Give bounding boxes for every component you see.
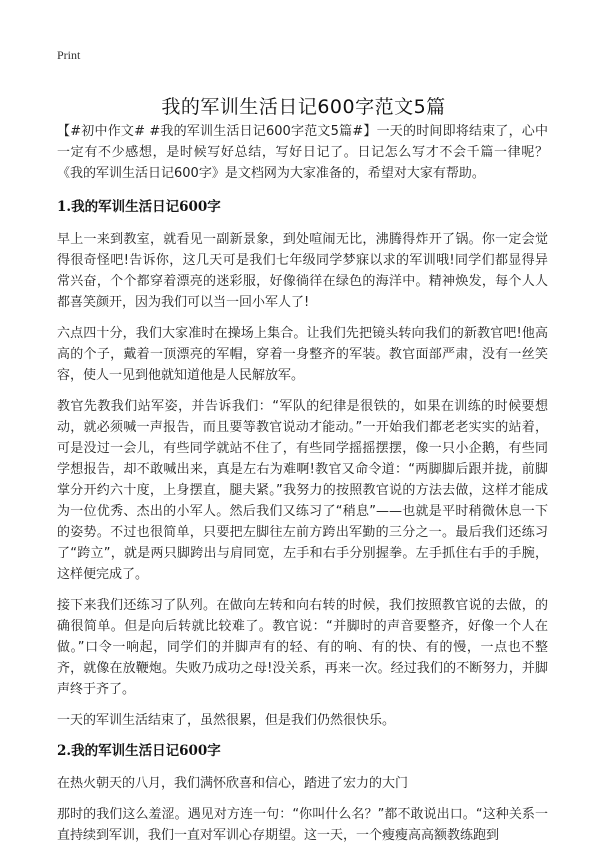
section-1-heading: 1.我的军训生活日记600字: [57, 199, 221, 215]
print-label: Print: [57, 48, 81, 62]
section-1-paragraph-5: 一天的军训生活结束了，虽然很累，但是我们仍然很快乐。: [57, 713, 396, 728]
section-1-paragraph-4: 接下来我们还练习了队列。在做向左转和向右转的时候，我们按照教官说的去做，的确很简单。但是向后转就比较难了。教官说：“并脚时的声音要整齐，好像一个人在做。”口令一响起，同学们的并脚声有的轻、有的响、有的快、有的慢，一点也不整齐，就像在放鞭炮。失败乃成功之母!没关系，再来一次。经过我们的不断努力，并脚声终于齐了。: [57, 598, 548, 697]
section-1-paragraph-1: 早上一来到教室，就看见一副新景象，到处喧闹无比，沸腾得炸开了锅。你一定会觉得很奇怪吧!告诉你，这几天可是我们七年级同学梦寐以求的军训哦!同学们都显得异常兴奋，个个都穿着漂亮的迷彩服，好像徜徉在绿色的海洋中。精神焕发，每个人人都喜笑颜开，因为我们可以当一回小军人了!: [57, 232, 548, 310]
page-title: 我的军训生活日记600字范文5篇: [161, 95, 446, 118]
section-2-paragraph-2: 那时的我们这么羞涩。遇见对方连一句：“你叫什么名？”都不敢说出口。“这种关系一直持续到军训，我们一直对军训心存期望。这一天，一个瘦瘦高高额教练跑到: [57, 807, 548, 843]
section-2-paragraph-1: 在热火朝天的八月，我们满怀欣喜和信心，踏进了宏力的大门: [57, 776, 409, 791]
section-1-paragraph-2: 六点四十分，我们大家准时在操场上集合。让我们先把镜头转向我们的新教官吧!他高高的个子，戴着一顶漂亮的军帽，穿着一身整齐的军装。教官面部严肃，没有一丝笑容，使人一见到他就知道他是人民解放军。: [57, 326, 548, 383]
intro-paragraph: 【#初中作文# #我的军训生活日记600字范文5篇#】一天的时间即将结束了，心中一定有不少感想，是时候写好总结，写好日记了。日记怎么写才不会千篇一律呢？《我的军训生活日记600字》是文档网为大家准备的，希望对大家有帮助。: [57, 124, 548, 181]
section-2-heading: 2.我的军训生活日记600字: [57, 743, 221, 759]
article-body: [57, 121, 548, 856]
section-1-paragraph-3: 教官先教我们站军姿，并告诉我们：“军队的纪律是很铁的，如果在训练的时候要想动，就必须喊一声报告，而且要等教官说动才能动。”一开始我们都老老实实的站着，可是没过一会儿，有些同学就站不住了，有些同学摇摇摆摆，像一只小企鹅，有些同学想报告，却不敢喊出来，真是左右为难啊!教官又命令道：“两脚脚后跟并拢，前脚掌分开约六十度，上身摆直，腿夫紧。”我努力的按照教官说的方法去做，这样才能成为一位优秀、杰出的小军人。然后我们又练习了“稍息”——也就是平时稍微休息一下的姿势。不过也很简单，只要把左脚往左前方跨出军勤的三分之一。最后我们还练习了“跨立”，就是两只脚跨出与肩同宽，左手和右手分别握拳。左手抓住右手的手腕，这样便完成了。: [57, 399, 548, 582]
